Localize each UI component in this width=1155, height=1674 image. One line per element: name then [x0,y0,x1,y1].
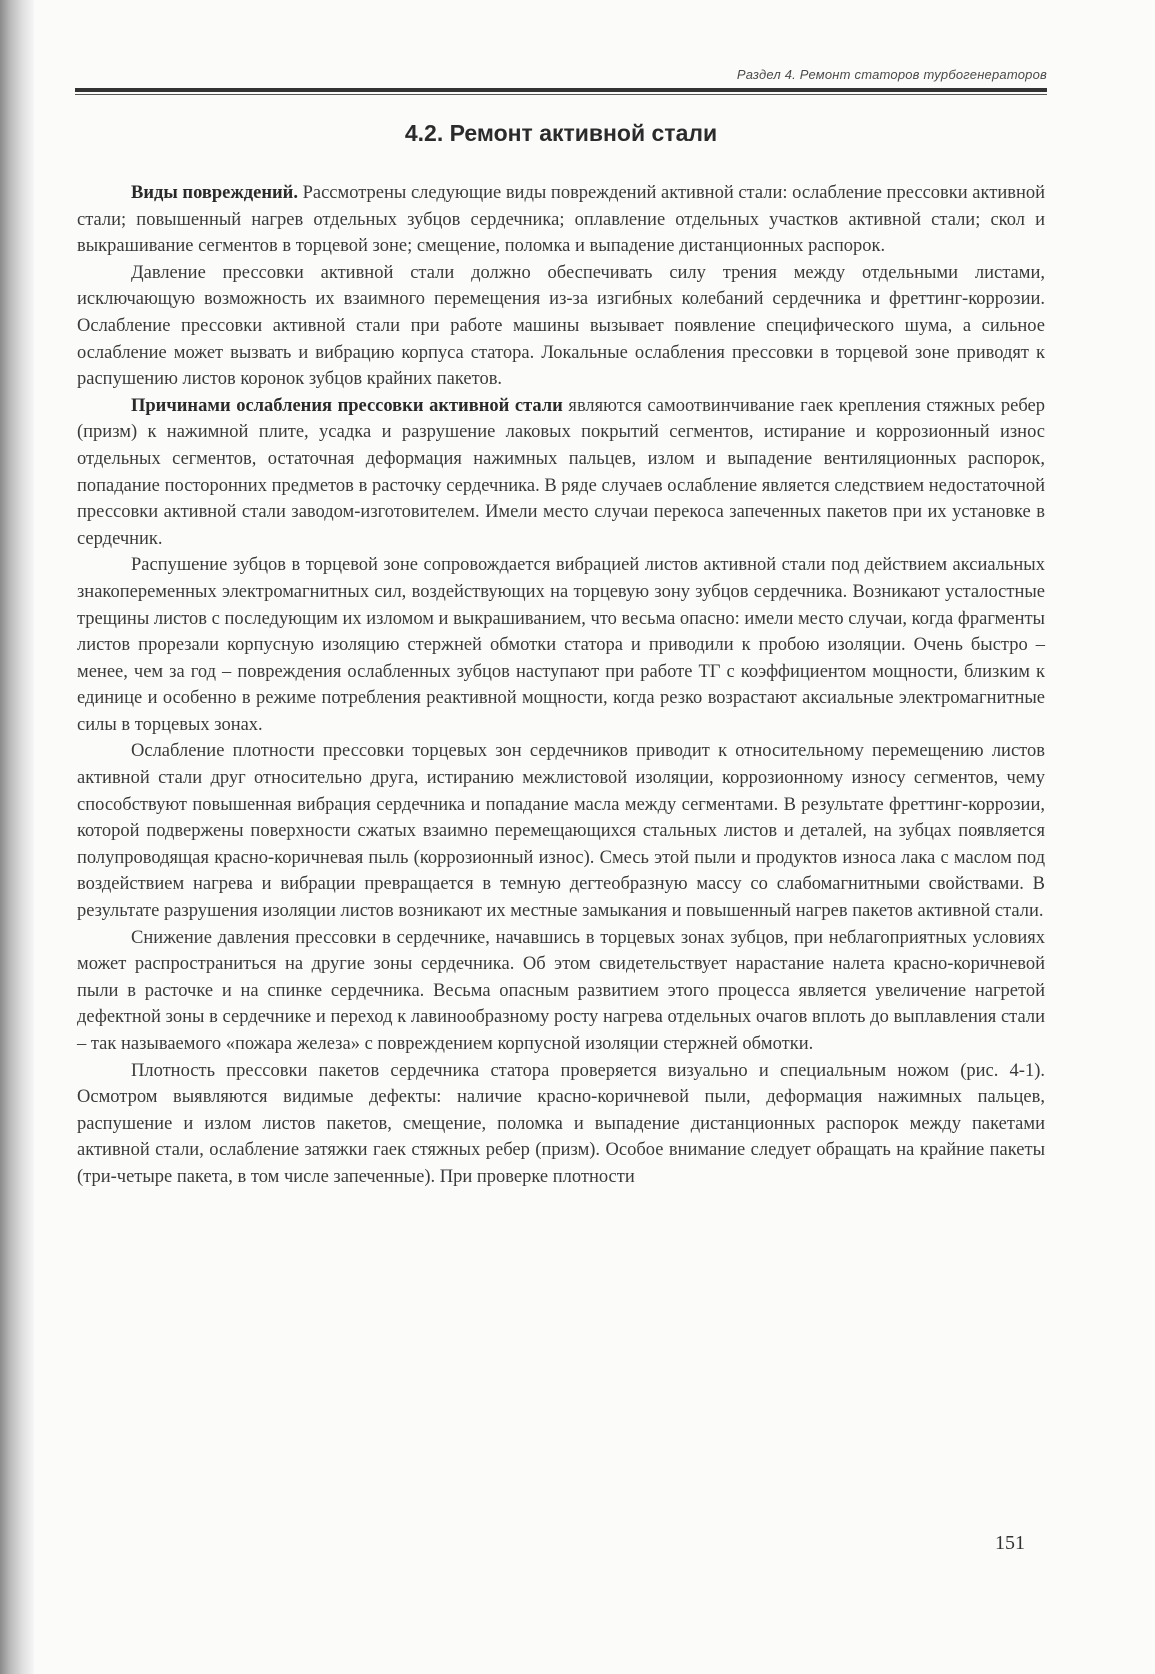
paragraph-text: Ослабление плотности прессовки торцевых зон сердечников приводит к относительному перемещению листов активной стали друг относительно друга, истиранию межлистовой изоляции, коррозионному износу сегментов, чему способствуют повышенная вибрация сердечника и попадание масла между сегментами. В результате фреттинг-коррозии, которой подвержены поверхности сжатых взаимно перемещающихся стальных листов и деталей, на зубцах появляется полупроводящая красно-коричневая пыль (коррозионный износ). Смесь этой пыли и продуктов износа лака с маслом под воздействием нагрева и вибрации превращается в темную дегтеобразную массу со слабомагнитными свойствами. В результате разрушения изоляции листов возникают их местные замыкания и повышенный нагрев пакетов активной стали. [77,741,1045,922]
paragraph [77,260,1045,393]
paragraph-text: являются самоотвинчивание гаек крепления стяжных ребер (призм) к нажимной плите, усадка и разрушение лаковых покрытий сегментов, истирание и коррозионный износ отдельных сегментов, остаточная деформация нажимных пальцев, излом и выпадение вентиляционных распорок, попадание посторонних предметов в расточку сердечника. В ряде случаев ослабление является следствием недостаточной прессовки активной стали заводом-изготовителем. Имели место случаи перекоса запеченных пакетов при их установке в сердечник. [77,395,1045,549]
page-number: 151 [995,1532,1025,1554]
running-header: Раздел 4. Ремонт статоров турбогенераторов [736,67,1047,82]
header-rule-thin [75,94,1047,95]
paragraph-text: Давление прессовки активной стали должно обеспечивать силу трения между отдельными листами, исключающую возможность их взаимного перемещения из-за изгибных колебаний сердечника и фреттинг-коррозии. Ослабление прессовки активной стали при работе машины вызывает появление специфического шума, а сильное ослабление может вызвать и вибрацию корпуса статора. Локальные ослабления прессовки в торцевой зоне приводят к распушению листов коронок зубцов крайних пакетов. [77,262,1045,390]
section-title: 4.2. Ремонт активной стали [404,120,718,146]
header-rule [75,88,1047,92]
body-text [77,180,1045,1191]
paragraph [77,738,1045,924]
paragraph-text: Рассмотрены следующие виды повреждений активной стали: ослабление прессовки активной стали; повышенный нагрев отдельных зубцов сердечника; оплавление отдельных участков активной стали; скол и выкрашивание сегментов в торцевой зоне; смещение, поломка и выпадение дистанционных распорок. [77,183,1046,257]
paragraph-text: Распушение зубцов в торцевой зоне сопровождается вибрацией листов активной стали под действием аксиальных знакопеременных электромагнитных сил, воздействующих на торцевую зону зубцов сердечника. Возникают усталостные трещины листов с последующим их изломом и выкрашиванием, что весьма опасно: имели место случаи, когда фрагменты листов прорезали корпусную изоляцию стержней обмотки статора и приводили к пробою изоляции. Очень быстро – менее, чем за год – повреждения ослабленных зубцов наступают при работе ТГ с коэффициентом мощности, близким к единице и особенно в режиме потребления реактивной мощности, когда резко возрастают аксиальные электромагнитные силы в торцевых зонах. [77,555,1045,735]
paragraph-lead: Причинами ослабления прессовки активной стали [131,395,563,416]
paragraph [77,1058,1045,1191]
scan-shadow-edge [0,0,34,1674]
paragraph [77,925,1045,1058]
paragraph [77,180,1045,260]
paragraph [77,393,1045,553]
paragraph-lead: Виды повреждений. [131,183,298,203]
paragraph [77,552,1045,738]
paragraph-text: Плотность прессовки пакетов сердечника статора проверяется визуально и специальным ножом (рис. 4-1). Осмотром выявляются видимые дефекты: наличие красно-коричневой пыли, деформация нажимных пальцев, распушение и излом листов пакетов, смещение, поломка и выпадение дистанционных распорок между пакетами активной стали, ослабление затяжки гаек стяжных ребер (призм). Особое внимание следует обращать на крайние пакеты (три-четыре пакета, в том числе запеченные). При проверке плотности [77,1060,1045,1187]
paragraph-text: Снижение давления прессовки в сердечнике, начавшись в торцевых зонах зубцов, при неблагоприятных условиях может распространиться на другие зоны сердечника. Об этом свидетельствует нарастание налета красно-коричневой пыли в расточке и на спинке сердечника. Весьма опасным развитием этого процесса является увеличение нагретой дефектной зоны в сердечнике и переход к лавинообразному росту нагрева отдельных очагов вплоть до выплавления стали – так называемого «пожара железа» с повреждением корпусной изоляции стержней обмотки. [77,927,1045,1054]
